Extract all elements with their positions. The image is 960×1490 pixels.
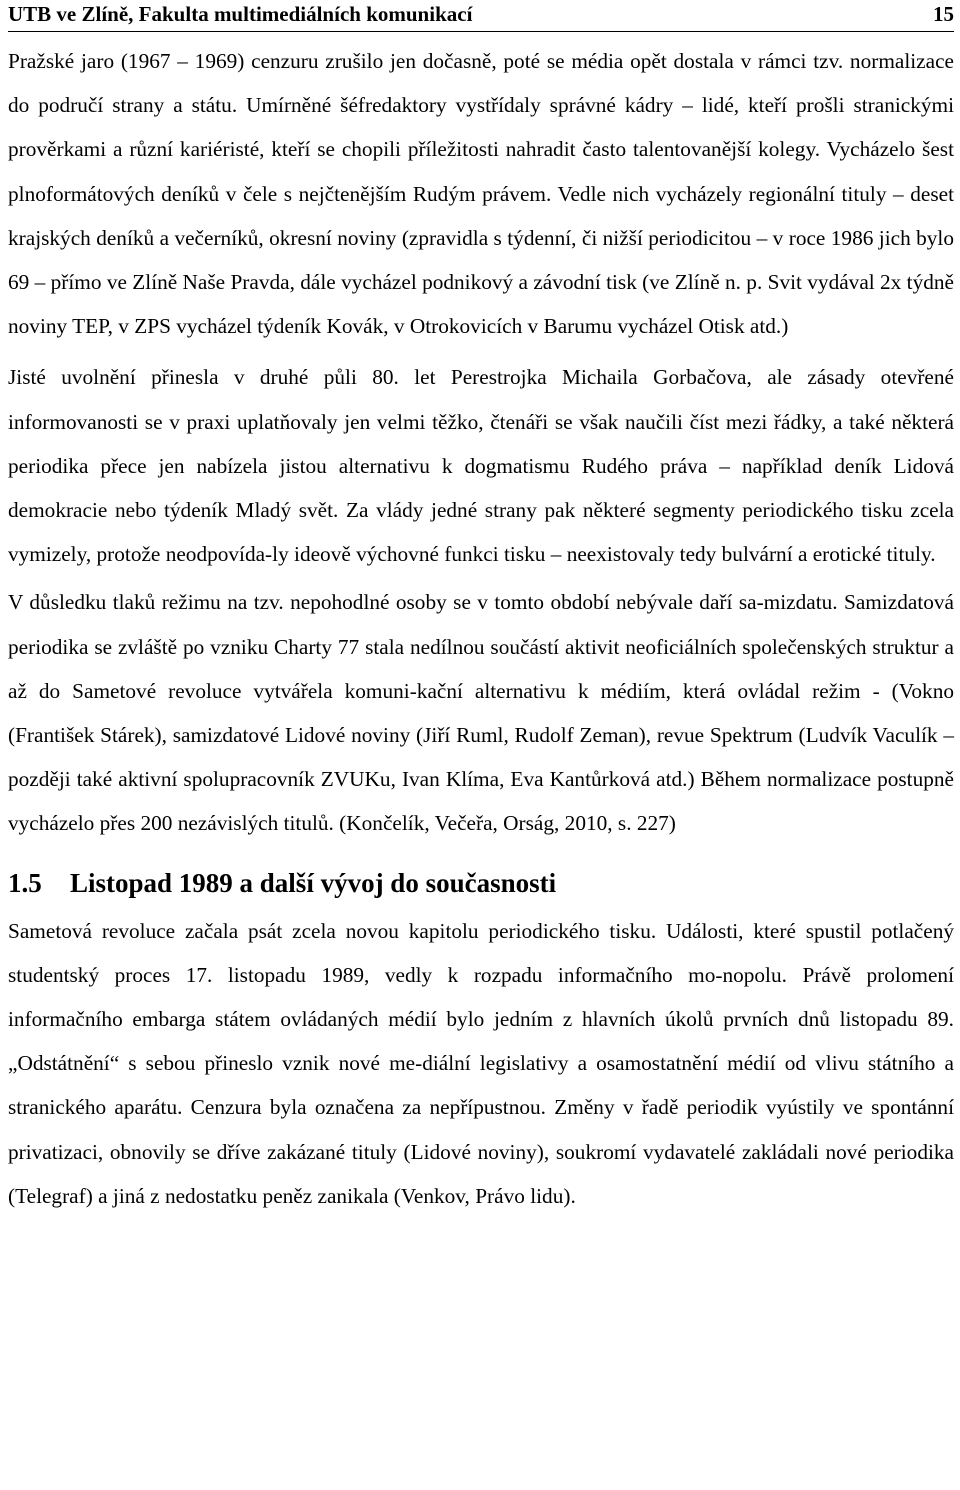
paragraph-velvet-revolution: Sametová revoluce začala psát zcela novou kapitolu periodického tisku. Události, které spustil potlačený studentský proces 17. listopadu 1989, vedly k rozpadu informačního mo-nopolu. Právě prolomení informačního embarga státem ovládaných médií bylo jedním z hlavních úkolů prvních dnů listopadu 89. „Odstátnění“ s sebou přineslo vznik nové me-diální legislativy a osamostatnění médií od vlivu státního a stranického aparátu. Cenzura byla označena za nepřípustnou. Změny v řadě periodik vyústily ve spontánní privatizaci, obnovily se dříve zakázané tituly (Lidové noviny), soukromí vydavatelé zakládali nové periodika (Telegraf) a jiná z nedostatku peněz zanikala (Venkov, Právo lidu). [8, 918, 954, 1208]
page-header [8, 0, 954, 32]
document-page [8, 0, 954, 1218]
paragraph-perestrojka: Jisté uvolnění přinesla v druhé půli 80. let Perestrojka Michaila Gorbačova, ale zásady otevřené informovanosti se v praxi uplatňovaly jen velmi těžko, čtenáři se však naučili číst mezi řádky, a také některá periodika přece jen nabízela jistou alternativu k dogmatismu Rudého práva – například deník Lidová demokracie nebo týdeník Mladý svět. Za vlády jedné strany pak některé segmenty periodického tisku zcela vymizely, protože neodpovída-ly ideově výchovné funkci tisku – neexistovaly tedy bulvární a erotické tituly. [8, 365, 954, 567]
paragraph-normalization: Pražské jaro (1967 – 1969) cenzuru zrušilo jen dočasně, poté se média opět dostala v rámci tzv. normalizace do područí strany a státu. Umírněné šéfredaktory vystřídaly správné kádry – lidé, kteří prošli stranickými prověrkami a různí kariéristé, kteří se chopili příležitosti nahradit často talentovanější kolegy. Vycházelo šest plnoformátových deníků v čele s nejčtenějším Rudým právem. Vedle nich vycházely regionální tituly – deset krajských deníků a večerníků, okresní noviny (zpravidla s týdenní, či nižší periodicitou – v roce 1986 jich bylo 69 – přímo ve Zlíně Naše Pravda, dále vycházel podnikový a závodní tisk (ve Zlíně n. p. Svit vydával 2x týdně noviny TEP, v ZPS vycházel týdeník Kovák, v Otrokovicích v Barumu vycházel Otisk atd.) [8, 49, 954, 339]
section-title: Listopad 1989 a další vývoj do současnosti [70, 867, 557, 898]
header-title: UTB ve Zlíně, Fakulta multimediálních komunikací [8, 2, 473, 26]
section-heading [8, 863, 954, 903]
paragraph-samizdat: V důsledku tlaků režimu na tzv. nepohodlné osoby se v tomto období nebývale daří sa-mizdatu. Samizdatová periodika se zvláště po vzniku Charty 77 stala nedílnou součástí aktivit neoficiálních společenských struktur a až do Sametové revoluce vytvářela komuni-kační alternativu k médiím, která ovládal režim - (Vokno (František Stárek), samizdatové Lidové noviny (Jiří Ruml, Rudolf Zeman), revue Spektrum (Ludvík Vaculík – později také aktivní spolupracovník ZVUKu, Ivan Klíma, Eva Kantůrková atd.) Během normalizace postupně vycházelo přes 200 nezávislých titulů. (Končelík, Večeřa, Orság, 2010, s. 227) [8, 590, 954, 836]
section-number: 1.5 [8, 867, 42, 898]
page-number: 15 [933, 2, 954, 26]
